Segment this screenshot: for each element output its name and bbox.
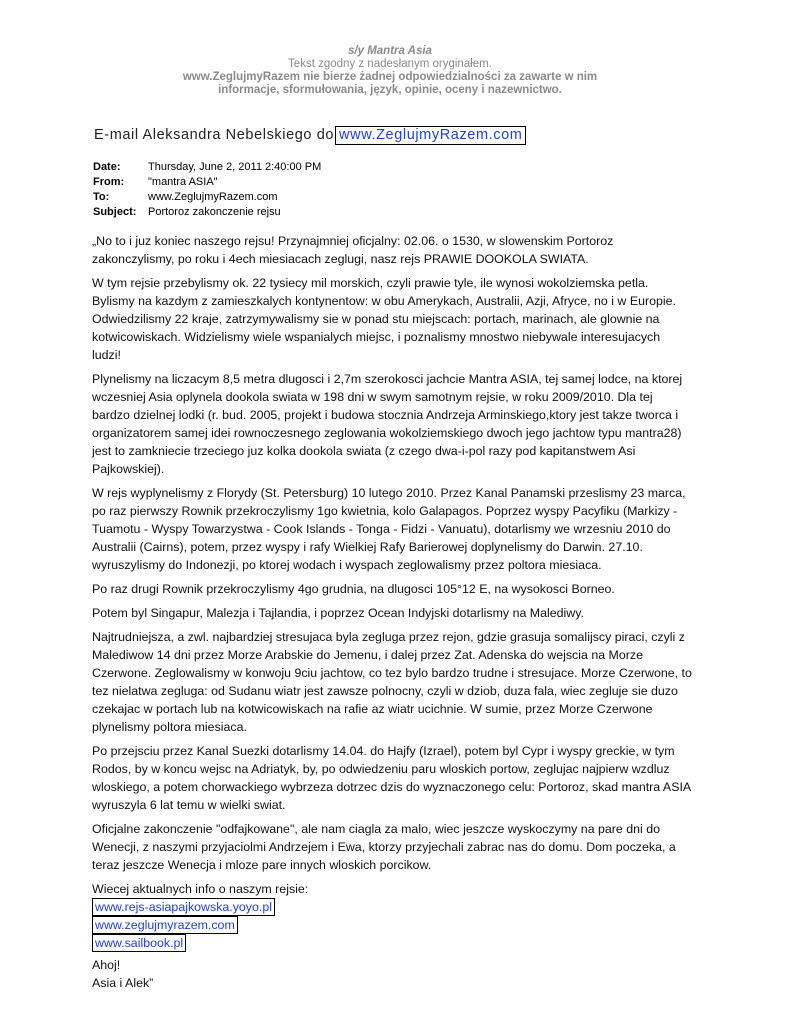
header-row-subject [93, 205, 321, 220]
header-row-date [93, 160, 321, 175]
sign-off-names: Asia i Alek” [92, 976, 154, 990]
disclaimer-ship-name: s/y Mantra Asia [348, 45, 432, 57]
date-label: Date: [93, 161, 121, 173]
link-zeglujmyrazem[interactable]: www.zeglujmyrazem.com [92, 916, 238, 934]
header-row-from [93, 175, 321, 190]
disclaimer-liability-line2: informacje, sformułowania, język, opinie, oceny i nazewnictwo. [218, 84, 562, 96]
page-title-prefix: E-mail Aleksandra Nebelskiego do [94, 127, 335, 143]
disclaimer-original-note: Tekst zgodny z nadesłanym oryginałem. [288, 58, 492, 70]
body-paragraph: W tym rejsie przebylismy ok. 22 tysiecy mil morskich, czyli prawie tyle, ile wynosi wokolziemska petla. Bylismy na kazdym z zamieszkalych kontynentow: w obu Amerykach, Australii, Azji, Afryce, no i w Europie. Odwiedzilismy 22 kraje, zatrzymywalismy sie w ponad stu miejscach: portach, marinach, ale glownie na kotwicowiskach. Widzielismy wiele wspanialych miejsc, i poznalismy mnostwo niebywale interesujacych ludzi! [92, 276, 676, 362]
body-paragraph: Najtrudniejsza, a zwl. najbardziej stresujaca byla zegluga przez rejon, gdzie grasuja somalijscy piraci, czyli z Malediwow 14 dni przez Morze Arabskie do Jemenu, i dalej przez Zat. Adenska do wejscia na Morze Czerwone. Zeglowalismy w konwoju 9ciu jachtow, co tez bylo bardzo trudne i stresujace. Morze Czerwone, to tez nielatwa zegluga: od Sudanu wiatr jest zawsze polnocny, czyli w dziob, duza fala, wiec zegluje sie duzo czekajac w portach lub na kotwicowiskach na rafie az wiatr ucichnie. W sumie, przez Morze Czerwone plynelismy poltora miesiaca. [92, 630, 692, 734]
body-paragraph: Potem byl Singapur, Malezja i Tajlandia, i poprzez Ocean Indyjski dotarlismy na Malediwy. [92, 606, 584, 620]
body-paragraph: Oficjalne zakonczenie "odfajkowane", ale nam ciagla za malo, wiec jeszcze wyskoczymy na pare dni do Wenecji, z naszymi przyjaciolmi Andrzejem i Ewa, ktorzy przyjechali zabrac nas do domu. Dom poczeka, a teraz jeszcze Wenecja i mloze pare innych wloskich porcikow. [92, 822, 676, 872]
site-link[interactable]: www.ZeglujmyRazem.com [335, 126, 526, 145]
body-paragraph: Plynelismy na liczacym 8,5 metra dlugosci i 2,7m szerokosci jachcie Mantra ASIA, tej samej lodce, na ktorej wczesniej Asia oplynela dookola swiata w 198 dni w swym samotnym rejsie, w roku 2009/2010. Dla tej bardzo dzielnej lodki (r. bud. 2005, projekt i budowa stocznia Andrzeja Arminskiego,ktory jest takze tworca i organizatorem samej idei rownoczesnego zeglowania wokolziemskiego dwoch jego jachtow typu mantra28) jest to zamkniecie trzeciego juz kolka dookola swiata (z czego dwa-i-pol razy pod kapitanstwem Asi Pajkowskiej). [92, 372, 683, 476]
date-value: Thursday, June 2, 2011 2:40:00 PM [148, 161, 322, 173]
sign-off-greeting: Ahoj! [92, 958, 121, 972]
disclaimer [0, 45, 780, 97]
link-rejs-asiapajkowska[interactable]: www.rejs-asiapajkowska.yoyo.pl [92, 898, 275, 916]
body-paragraph: „No to i juz koniec naszego rejsu! Przynajmniej oficjalny: 02.06. o 1530, w slowenskim Portoroz zakonczylismy, po roku i 4ech miesiacach zeglugi, nasz rejs PRAWIE DOOKOLA SWIATA. [92, 234, 614, 266]
to-label: To: [93, 191, 110, 203]
email-body [92, 232, 692, 992]
body-paragraph: Po przejsciu przez Kanal Suezki dotarlismy 14.04. do Hajfy (Izrael), potem byl Cypr i wyspy greckie, w tym Rodos, by w koncu wejsc na Adriatyk, by, po odwiedzeniu paru wloskich portow, zeglujac najpierw wzdluz wloskiego, a potem chorwackiego wybrzeza dotrzec dzis do wyznaczonego celu: Portoroz, skad mantra ASIA wyruszyla 6 lat temu w wielki swiat. [92, 744, 691, 812]
from-label: From: [93, 176, 125, 188]
subject-value: Portoroz zakonczenie rejsu [148, 206, 281, 218]
email-headers [93, 160, 321, 220]
page-title [94, 126, 526, 145]
links-section [92, 880, 692, 952]
to-value: www.ZeglujmyRazem.com [148, 191, 278, 203]
subject-label: Subject: [93, 206, 137, 218]
header-row-to [93, 190, 321, 205]
link-sailbook[interactable]: www.sailbook.pl [92, 934, 186, 952]
body-paragraph: W rejs wyplynelismy z Florydy (St. Petersburg) 10 lutego 2010. Przez Kanal Panamski przeslismy 23 marca, po raz pierwszy Rownik przekroczylismy 1go kwietnia, kolo Galapagos. Poprzez wyspy Pacyfiku (Markizy - Tuamotu - Wyspy Towarzystwa - Cook Islands - Tonga - Fidzi - Vanuatu), dotarlismy we wrzesniu 2010 do Australii (Cairns), potem, przez wyspy i rafy Wielkiej Rafy Barierowej doplynelismy do Darwin. 27.10. wyruszylismy do Indonezji, po ktorej wodach i wyspach zeglowalismy przez poltora miesiaca. [92, 486, 686, 572]
from-value: "mantra ASIA" [148, 176, 218, 188]
links-intro: Wiecej aktualnych info o naszym rejsie: [92, 882, 309, 896]
body-paragraph: Po raz drugi Rownik przekroczylismy 4go grudnia, na dlugosci 105°12 E, na wysokosci Borneo. [92, 582, 615, 596]
sign-off [92, 956, 692, 992]
disclaimer-liability-line1: www.ZeglujmyRazem nie bierze żadnej odpowiedzialności za zawarte w nim [182, 71, 598, 83]
